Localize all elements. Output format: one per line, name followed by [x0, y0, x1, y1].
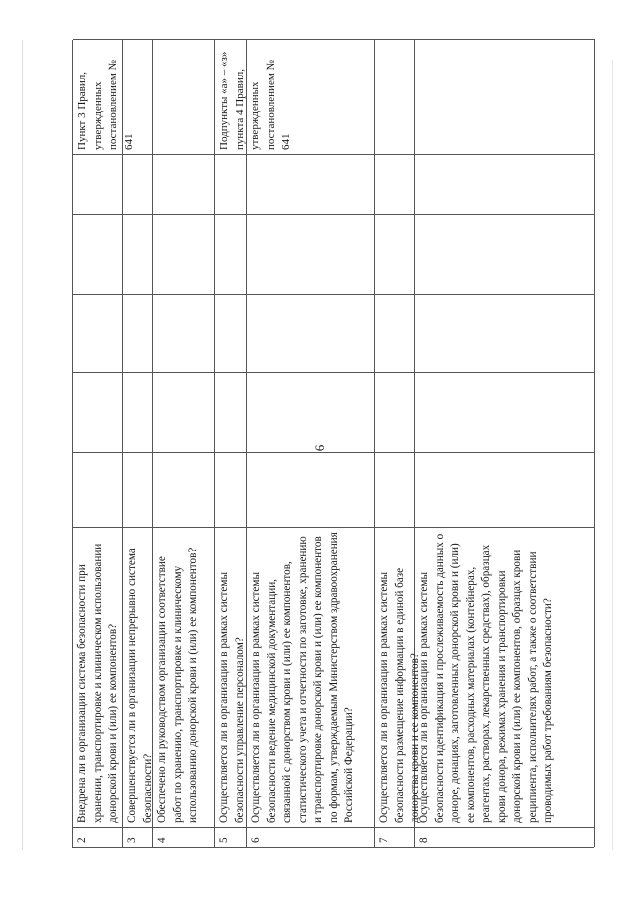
question-cell: Осуществляется ли в организации в рамках системы безопасности ведение медицинской документации, связанной с донорством крови и (или) ее компонентов, статистического учета и отчетности по заготовке, хранению и транспортировке донорской крови и (или) ее компонентов по формам, утверждаемым Министерством здравоохранения Российской Федерации? — [247, 527, 375, 827]
answer-no-cell — [375, 372, 415, 452]
table-row — [73, 40, 135, 847]
answer-no-cell — [123, 372, 153, 452]
answer-yes-cell — [153, 452, 215, 527]
answer-na-cell — [375, 294, 415, 372]
question-cell: Внедрена ли в организации система безопасности при хранении, транспортировке и клиническом использовании донорской крови и (или) ее компонентов? — [73, 527, 123, 827]
answer-na-cell — [215, 294, 247, 372]
extra-cell — [215, 154, 247, 214]
legal-reference-cell — [415, 39, 595, 154]
table-row — [215, 40, 292, 847]
question-cell: Совершенствуется ли в организации непрерывно система безопасности? — [123, 527, 153, 827]
extra-cell — [375, 154, 415, 214]
question-cell: Осуществляется ли в организации в рамках системы безопасности размещение информации в единой базе донорства крови и ее компонентов? — [375, 527, 415, 827]
checklist-table — [72, 40, 594, 848]
answer-na-cell — [247, 294, 375, 372]
row-number: 5 — [215, 827, 247, 847]
answer-no-cell — [415, 372, 595, 452]
page-number: 6 — [312, 444, 327, 452]
answer-no-cell — [247, 372, 375, 452]
table-row — [123, 40, 153, 847]
extra-cell — [73, 154, 123, 214]
question-cell: Осуществляется ли в организации в рамках системы безопасности управление персоналом? — [215, 527, 247, 827]
answer-yes-cell — [123, 452, 153, 527]
legal-reference-cell: Подпункты «а» – «з» пункта 4 Правил, утвержденных постановлением № 641 — [215, 39, 247, 154]
note-cell — [415, 214, 595, 294]
answer-na-cell — [123, 294, 153, 372]
legal-reference-cell — [123, 39, 153, 154]
note-cell — [247, 214, 375, 294]
answer-yes-cell — [215, 452, 247, 527]
answer-na-cell — [73, 294, 123, 372]
legal-reference-cell: Пункт 3 Правил, утвержденных постановлением № 641 — [73, 39, 123, 154]
table-row — [153, 40, 215, 847]
scan-edge-left — [22, 40, 23, 850]
answer-yes-cell — [247, 452, 375, 527]
question-cell: Обеспечено ли руководством организации соответствие работ по хранению, транспортировке и клиническому использованию донорской крови и (или) ее компонентов? — [153, 527, 215, 827]
answer-yes-cell — [73, 452, 123, 527]
answer-yes-cell — [415, 452, 595, 527]
note-cell — [153, 214, 215, 294]
extra-cell — [415, 154, 595, 214]
answer-no-cell — [153, 372, 215, 452]
question-cell: Осуществляется ли в организации в рамках системы безопасности идентификация и прослеживаемость данных о доноре, донациях, заготовленных донорской крови и (или) ее компонентов, расходных материалах (контейнерах, реагентах, растворах, лекарственных средствах), образцах крови донора, режимах хранения и транспортировки донорской крови и (или) ее компонентов, образцах крови реципиента, исполнителях работ, а также о соответствии проводимых работ требованиям безопасности? — [415, 527, 595, 827]
table-row — [375, 40, 421, 847]
note-cell — [123, 214, 153, 294]
legal-reference-cell — [375, 39, 415, 154]
note-cell — [73, 214, 123, 294]
row-number: 6 — [247, 827, 375, 847]
row-number: 7 — [375, 827, 415, 847]
answer-no-cell — [73, 372, 123, 452]
scan-edge-right — [612, 60, 613, 850]
legal-reference-cell — [247, 39, 375, 154]
table-row — [247, 40, 375, 847]
answer-na-cell — [415, 294, 595, 372]
row-number: 2 — [73, 827, 123, 847]
row-number: 8 — [415, 827, 595, 847]
extra-cell — [247, 154, 375, 214]
row-number: 4 — [153, 827, 215, 847]
legal-reference-cell — [153, 39, 215, 154]
extra-cell — [153, 154, 215, 214]
extra-cell — [123, 154, 153, 214]
answer-na-cell — [153, 294, 215, 372]
row-number: 3 — [123, 827, 153, 847]
note-cell — [375, 214, 415, 294]
note-cell — [215, 214, 247, 294]
table-row — [415, 40, 595, 847]
answer-no-cell — [215, 372, 247, 452]
answer-yes-cell — [375, 452, 415, 527]
